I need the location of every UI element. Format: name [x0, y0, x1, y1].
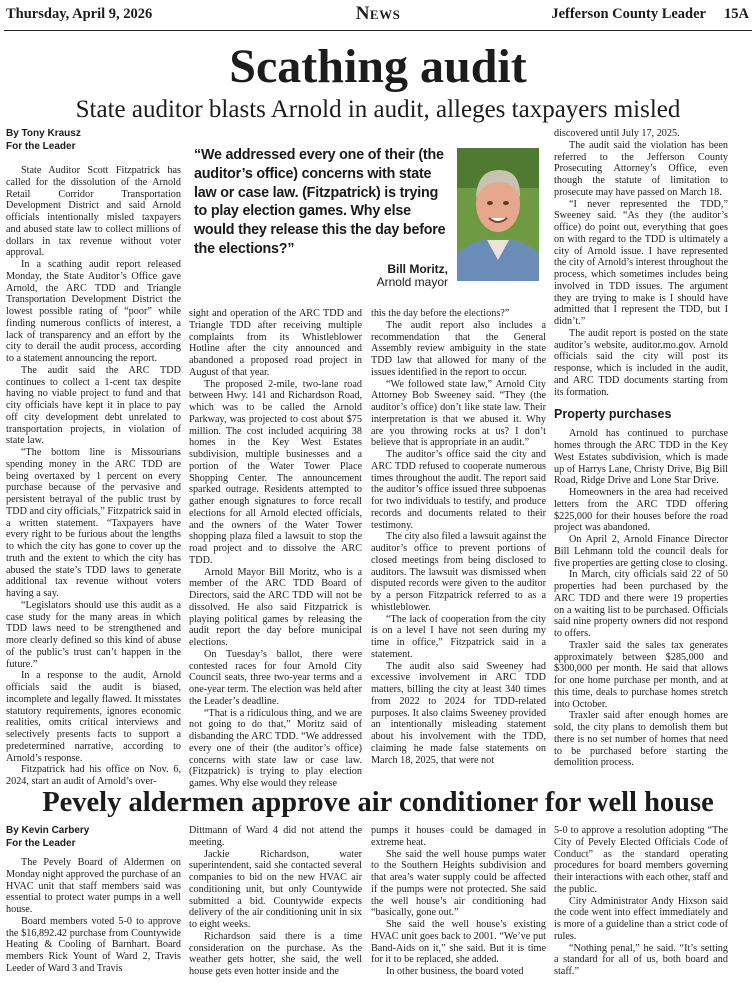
header-date: Thursday, April 9, 2026 [6, 6, 153, 22]
paragraph: Traxler said the sales tax generates approximately between $285,000 and $300,000 per month. He said that allows for one home purchase per month, and at this time, deals to purchase homes stretch into October. [554, 639, 728, 710]
headline: Scathing audit [229, 40, 527, 93]
paragraph: “That is a ridiculous thing, and we are not going to do that,” Moritz said of disbanding the ARC TDD. “We addressed every one of their (the auditor’s office) concerns with state law or case law. (Fitzpatrick) is trying to play election games. Why else would they release [189, 707, 362, 789]
story2-column-2 [189, 825, 362, 979]
story2-column-4 [554, 825, 728, 979]
paragraph: Fitzpatrick had his office on Nov. 6, 2024, start an audit of Arnold’s over- [6, 764, 181, 787]
story1-column-3 [371, 308, 546, 780]
paragraph: State Auditor Scott Fitzpatrick has called for the dissolution of the Arnold Retail Corridor Transportation Development District and said Arnold officials intentionally misled taxpayers and abused state law to collect millions of dollars in tax revenue without voter approval. [6, 165, 181, 259]
story1-column-4 [554, 128, 728, 780]
paragraph: sight and operation of the ARC TDD and Triangle TDD after receiving multiple complaints from its Whistleblower Hotline after the city announced and abandoned a proposed road project in August of that year. [189, 308, 362, 378]
paragraph: The audit said the ARC TDD continues to collect a 1-cent tax despite having no viable project to fund and that city officials have kept it in place to pay off city development debt unrelated to transportation projects, in violation of state law. [6, 364, 181, 447]
subheadline: State auditor blasts Arnold in audit, alleges taxpayers misled [75, 96, 681, 123]
paragraph: In other business, the board voted [386, 966, 524, 977]
paragraph: The auditor’s office said the city and ARC TDD refused to cooperate numerous times throughout the audit. The report said the auditor’s office issued three subpoenas for two individuals to testify, and produce records and documents related to their testimony. [371, 449, 546, 531]
paragraph: She said the well house’s existing HVAC unit goes back to 2001. “We’ve put Band-Aids on it,” she said. But it is time for it to be replaced, she added. [371, 919, 546, 966]
mugshot-photo [457, 148, 539, 281]
paragraph: “The bottom line is Missourians spending money in the ARC TDD are being overtaxed by 1 percent on every purchase because of the pervasive and persistent betrayal of the public trust by TDD and city officials,” Fitzpatrick said in a written statement. “Taxpayers have every right to be furious about the lengths to which the city has gone to cover up the truth and the extent to which the city has abused the state’s TDD laws to generate additional tax revenue without voters having a say. [6, 447, 181, 599]
paragraph: The proposed 2-mile, two-lane road between Hwy. 141 and Richardson Road, which was to be called the Arnold Parkway, was projected to cost about $75 million. The cost included acquiring 38 homes in the Key West Estates subdivision, multiple businesses and a portion of the Water Tower Place Shopping Center. The announcement sparked outrage. Residents attempted to gather enough signatures to force recall elections for all Arnold elected officials, and the owners of the Water Tower shopping plaza filed a lawsuit to stop the road project and to dissolve the ARC TDD. [189, 378, 362, 566]
paragraph: Board members voted 5-0 to approve the $16,892.42 purchase from Countywide Heating & Cooling of Barnhart. Board members Rick Yount of Ward 2, Travis Leeder of Ward 3 and Travis [6, 915, 181, 974]
byline [6, 128, 181, 153]
paragraph: The city also filed a lawsuit against the auditor’s office to prevent portions of closed meetings from being disclosed to auditors. The lawsuit was dismissed when disputed records were given to the auditor by a person Fitzpatrick referred to as a whistleblower. [371, 531, 546, 613]
paragraph: City Administrator Andy Hixson said the code went into effect immediately and is more of a guideline than a strict code of rules. [554, 895, 728, 942]
paragraph: On Tuesday’s ballot, there were contested races for four Arnold City Council seats, three two-year terms and a one-year term. The election was held after the Leader’s deadline. [189, 648, 362, 707]
person-portrait-icon [457, 148, 539, 281]
newspaper-name: Jefferson County Leader [551, 6, 706, 22]
byline-author: By Kevin Carbery [6, 825, 90, 836]
paragraph: In a scathing audit report released Monday, the State Auditor’s Office gave Arnold, the ARC TDD and Triangle Transportation Development District the lowest possible rating of “poor” while finding numerous conflicts of interest, a lack of transparency and an effort by the city to derail the audit process, according to a statement announcing the report. [6, 259, 181, 364]
headline-2: Pevely aldermen approve air conditioner for well house [42, 787, 714, 818]
byline-affiliation: For the Leader [6, 837, 76, 849]
story2-column-3 [371, 825, 546, 979]
paragraph: She said the well house pumps water to the Southern Heights subdivision and that area’s water supply could be affected if the pumps were not protected. She said the well house’s air conditioning had “basically, gone out.” [371, 848, 546, 919]
paragraph: Homeowners in the area had received letters from the ARC TDD offering $225,000 for their houses before the road project was abandoned. [554, 487, 728, 534]
section-name: News [355, 3, 401, 24]
paragraph: Dittmann of Ward 4 did not attend the meeting. [189, 825, 362, 848]
paragraph: “Legislators should use this audit as a case study for the many areas in which TDD laws need to be strengthened and more clearly defined so this kind of abuse of the public’s trust can’t happen in the future.” [6, 599, 181, 670]
story2-column-1 [6, 857, 181, 979]
paragraph: “The lack of cooperation from the city is on a level I have not seen during my time in office,” Fitzpatrick said in a statement. [371, 613, 546, 660]
paragraph: Richardson said there is a time consideration on the purchase. As the weather gets hotter, she said, the well house gets even hotter inside and the [189, 930, 362, 977]
paragraph: Arnold Mayor Bill Moritz, who is a member of the ARC TDD Board of Directors, said the ARC TDD will not be dissolved. He also said Fitzpatrick is playing political games by releasing the audit report the day before municipal elections. [189, 566, 362, 648]
pull-quote-attribution-title: Arnold mayor [376, 275, 448, 289]
paragraph: “I never represented the TDD,” Sweeney said. “As they (the auditor’s office) do point out, everything that goes on with regard to the TDD is ultimately a city of Arnold issue. I have represented the city of Arnold’s interest throughout the process, which sometimes includes being involved in TDD issues. The argument they are trying to make is I should have admitted that I represent the TDD, but I didn’t.” [554, 198, 728, 327]
paragraph: discovered until July 17, 2025. [554, 128, 680, 139]
paragraph: Traxler said after enough homes are sold, the city plans to demolish them but there is no set number of homes that need to be purchased before starting the demolition process. [554, 710, 728, 769]
paragraph: The audit also said Sweeney had excessive involvement in ARC TDD matters, billing the city at least 340 times from 2022 to 2024 for TDD-related purposes. It also claims Sweeney provided an intentionally misleading statement about his involvement with the TDD, claiming he made false statements on March 18, 2025, that were not [371, 660, 546, 766]
paragraph: “Nothing penal,” he said. “It’s setting a standard for all of us, both board and staff.” [554, 942, 728, 977]
story1-column-2 [189, 308, 362, 789]
paragraph: The audit report also includes a recommendation that the General Assembly review ambiguity in the state TDD law that allowed for many of the issues identified in the report to occur. [371, 319, 546, 378]
paragraph: this the day before the elections?” [371, 308, 510, 319]
story1-column-1 [6, 165, 181, 787]
paragraph: Arnold has continued to purchase homes through the ARC TDD in the Key West Estates subdivision, which is made up of Harrys Lane, Christy Drive, Big Bill Road, Ridge Drive and Lone Star Drive. [554, 428, 728, 487]
paragraph: In a response to the audit, Arnold officials said the audit is biased, incomplete and legally flawed. It misstates statutory requirements, ignores economic realities, omits critical interviews and selectively presents facts to support a predetermined narrative, according to Arnold’s response. [6, 670, 181, 764]
pull-quote: “We addressed every one of their (the auditor’s office) concerns with state law or case law. (Fitzpatrick) is trying to play election games. Why else would they release this the day before the elections?” [194, 147, 446, 257]
paragraph: The audit said the violation has been referred to the Jefferson County Prosecuting Attorney’s Office, even though the statute of limitation to prosecute may have passed on March 18. [554, 139, 728, 198]
paragraph: pumps it houses could be damaged in extreme heat. [371, 825, 546, 848]
section-subhead: Property purchases [554, 407, 672, 422]
byline-2 [6, 825, 181, 850]
paragraph: On April 2, Arnold Finance Director Bill Lehmann told the council deals for five properties are getting close to closing. [554, 534, 728, 569]
byline-author: By Tony Krausz [6, 128, 81, 139]
paragraph: “We followed state law,” Arnold City Attorney Bob Sweeney said. “They (the auditor’s office) don’t like state law. Their interpretation is that we abused it. Why are you throwing rocks at us? I don’t believe that is appropriate in an audit.” [371, 378, 546, 449]
page-number: 15A [724, 6, 749, 22]
paragraph: The Pevely Board of Aldermen on Monday night approved the purchase of an HVAC unit that staff members said was essential to protect water pumps in a well house. [6, 857, 181, 915]
pull-quote-attribution-name: Bill Moritz, [387, 262, 448, 276]
header-rule [4, 30, 752, 31]
paragraph: Jackie Richardson, water superintendent, said she contacted several companies to bid on the new HVAC air conditioning unit, but only Countywide submitted a bid. Countywide expects delivery of the air conditioning unit in six to eight weeks. [189, 848, 362, 930]
byline-affiliation: For the Leader [6, 140, 76, 152]
paragraph: The audit report is posted on the state auditor’s website, auditor.mo.gov. Arnold officials said the city will post its response, which is included in the audit, and ARC TDD documents starting from its formation. [554, 327, 728, 398]
paragraph: In March, city officials said 22 of 50 properties had been purchased by the ARC TDD and there were 19 properties on a waiting list to be purchased. Officials said nine property owners did not respond to offers. [554, 569, 728, 639]
paragraph: 5-0 to approve a resolution adopting “The City of Pevely Elected Officials Code of Conduct” as the standard operating procedures for board members governing their interactions with each other, staff and the public. [554, 825, 728, 895]
